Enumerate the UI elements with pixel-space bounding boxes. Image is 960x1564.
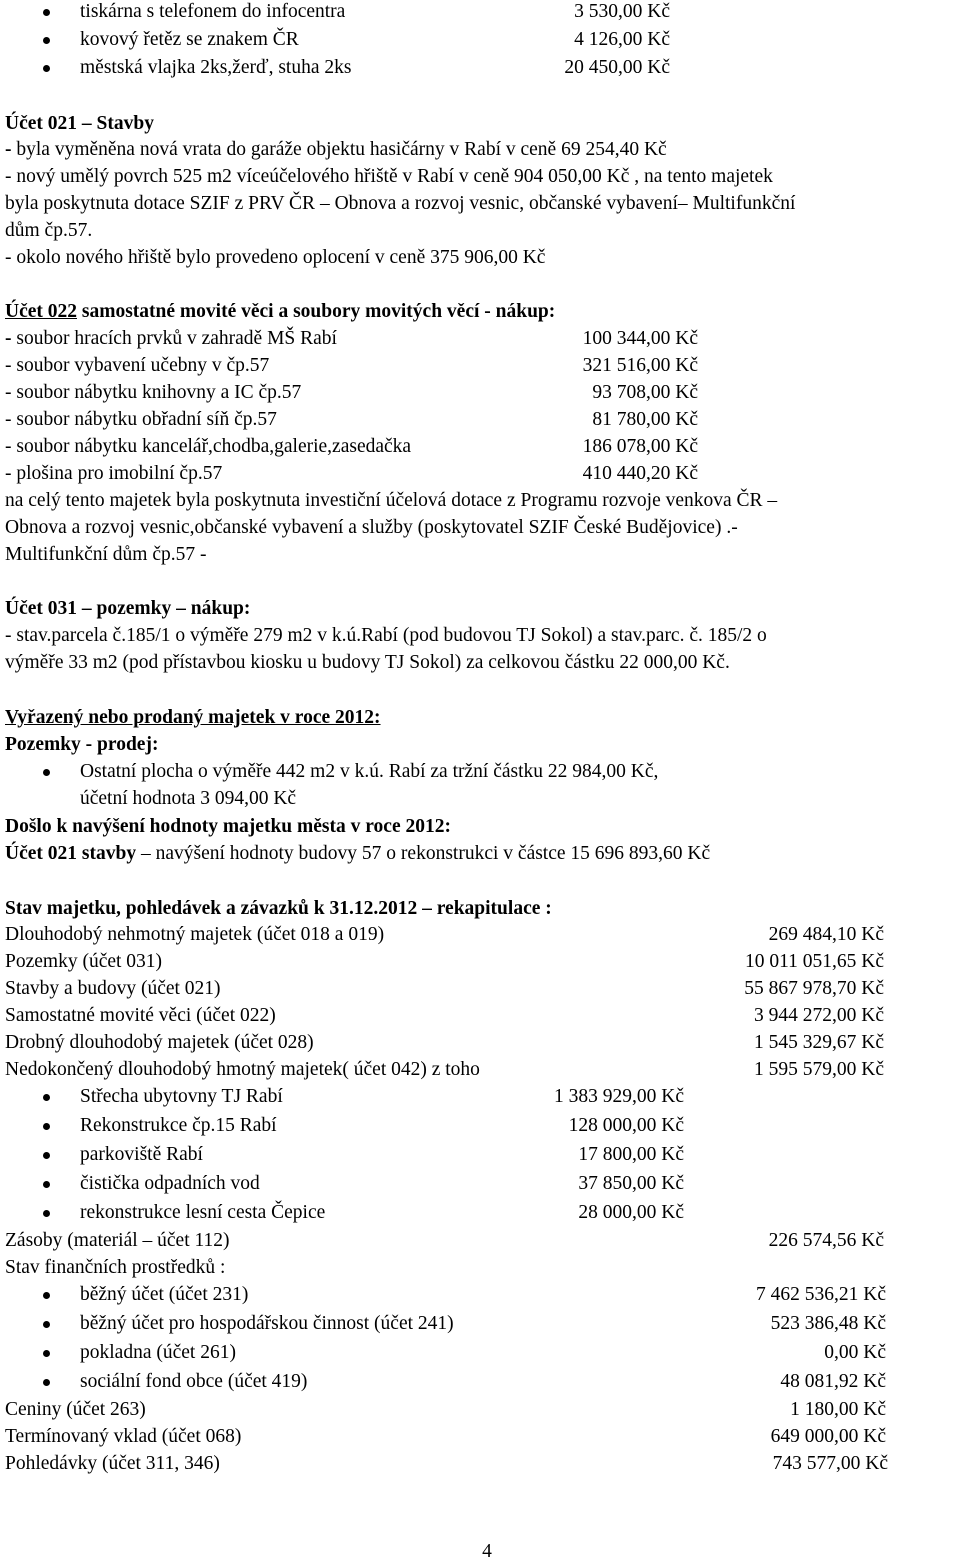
- paragraph-line: - okolo nového hřiště bylo provedeno oplocení v ceně 375 906,00 Kč: [5, 247, 546, 268]
- bullet-icon: [43, 9, 50, 16]
- fund-amount: 523 386,48 Kč: [770, 1313, 886, 1334]
- paragraph-line: Multifunkční dům čp.57 -: [5, 544, 207, 565]
- sub-item-amount: 28 000,00 Kč: [578, 1202, 684, 1223]
- sub-item-label: rekonstrukce lesní cesta Čepice: [80, 1202, 326, 1223]
- list-item: [5, 462, 222, 486]
- dash: -: [5, 436, 12, 457]
- subheading: Pozemky - prodej:: [5, 734, 159, 755]
- fund-label: pokladna (účet 261): [80, 1342, 236, 1363]
- dash: -: [5, 139, 12, 160]
- dash: -: [5, 328, 12, 349]
- paragraph: [5, 842, 710, 866]
- list-item-amount: 93 708,00 Kč: [592, 382, 698, 403]
- paragraph-line: na celý tento majetek byla poskytnuta investiční účelová dotace z Programu rozvoje venkova ČR –: [5, 490, 778, 511]
- list-item-label: kovový řetěz se znakem ČR: [80, 29, 299, 50]
- dash: -: [5, 409, 12, 430]
- recap-row-label: Dlouhodobý nehmotný majetek (účet 018 a 019): [5, 924, 385, 945]
- funds-heading: Stav finančních prostředků :: [5, 1257, 226, 1278]
- dash: -: [5, 355, 12, 376]
- recap-row-label: Pozemky (účet 031): [5, 951, 163, 972]
- list-item-label: soubor nábytku obřadní síň čp.57: [11, 409, 277, 430]
- paragraph-text: byla vyměněna nová vrata do garáže objektu hasičárny v Rabí v ceně 69 254,40 Kč: [11, 139, 667, 160]
- recap-row-amount: 1 545 329,67 Kč: [754, 1032, 884, 1053]
- paragraph-line: - stav.parcela č.185/1 o výměře 279 m2 v k.ú.Rabí (pod budovou TJ Sokol) a stav.parc. č. 185/2 o: [5, 625, 767, 646]
- sub-item-amount: 17 800,00 Kč: [578, 1144, 684, 1165]
- bullet-icon: [43, 1292, 50, 1299]
- recap-row-amount: 269 484,10 Kč: [768, 924, 884, 945]
- list-item-label: plošina pro imobilní čp.57: [11, 463, 223, 484]
- list-item-label: soubor nábytku knihovny a IC čp.57: [11, 382, 302, 403]
- fund-amount: 48 081,92 Kč: [780, 1371, 886, 1392]
- list-item: [5, 381, 301, 405]
- bullet-icon: [43, 1094, 50, 1101]
- bullet-icon: [43, 1350, 50, 1357]
- bullet-icon: [43, 1321, 50, 1328]
- list-item-label: účetní hodnota 3 094,00 Kč: [80, 788, 297, 809]
- bullet-icon: [43, 1210, 50, 1217]
- bullet-icon: [43, 37, 50, 44]
- recap-row-amount: 1 595 579,00 Kč: [754, 1059, 884, 1080]
- section-heading-disposed: Vyřazený nebo prodaný majetek v roce 2012:: [5, 707, 381, 728]
- section-heading-acc021: Účet 021 – Stavby: [5, 113, 154, 134]
- recap-row-amount: 1 180,00 Kč: [790, 1399, 886, 1420]
- section-heading-recap: Stav majetku, pohledávek a závazků k 31.12.2012 – rekapitulace :: [5, 898, 552, 919]
- paragraph-line: výměře 33 m2 (pod přístavbou kiosku u budovy TJ Sokol) za celkovou částku 22 000,00 Kč.: [5, 652, 730, 673]
- heading-rest: samostatné movité věci a soubory movitých věcí - nákup:: [77, 301, 556, 322]
- sub-item-label: čistička odpadních vod: [80, 1173, 260, 1194]
- fund-label: běžný účet pro hospodářskou činnost (účet 241): [80, 1313, 454, 1334]
- section-heading-increase: Došlo k navýšení hodnoty majetku města v roce 2012:: [5, 816, 451, 837]
- recap-row-amount: 55 867 978,70 Kč: [744, 978, 884, 999]
- list-item-amount: 3 530,00 Kč: [574, 1, 670, 22]
- page-number: 4: [482, 1541, 492, 1562]
- recap-row-label: Stavby a budovy (účet 021): [5, 978, 221, 999]
- recap-row-amount: 743 577,00 Kč: [772, 1453, 888, 1474]
- recap-row-label: Samostatné movité věci (účet 022): [5, 1005, 276, 1026]
- paragraph-line: Obnova a rozvoj vesnic,občanské vybavení a služby (poskytovatel SZIF České Budějovice) .-: [5, 517, 738, 538]
- list-item-label: soubor hracích prvků v zahradě MŠ Rabí: [11, 328, 337, 349]
- list-item-label: Ostatní plocha o výměře 442 m2 v k.ú. Rabí za tržní částku 22 984,00 Kč,: [80, 761, 659, 782]
- account-label: Účet 021 stavby: [5, 843, 137, 864]
- paragraph-line: - nový umělý povrch 525 m2 víceúčelového hřiště v Rabí v ceně 904 050,00 Kč , na tento majetek: [5, 166, 773, 187]
- section-heading-acc022: [5, 300, 555, 324]
- recap-row-label: Drobný dlouhodobý majetek (účet 028): [5, 1032, 314, 1053]
- bullet-icon: [43, 1181, 50, 1188]
- list-item-amount: 20 450,00 Kč: [564, 57, 670, 78]
- heading-prefix: Účet 022: [5, 301, 78, 322]
- list-item-amount: 4 126,00 Kč: [574, 29, 670, 50]
- sub-item-amount: 128 000,00 Kč: [568, 1115, 684, 1136]
- bullet-icon: [43, 1123, 50, 1130]
- fund-label: běžný účet (účet 231): [80, 1284, 249, 1305]
- recap-row-amount: 649 000,00 Kč: [770, 1426, 886, 1447]
- bullet-icon: [43, 65, 50, 72]
- list-item-label: tiskárna s telefonem do infocentra: [80, 1, 346, 22]
- sub-item-amount: 37 850,00 Kč: [578, 1173, 684, 1194]
- paragraph: [5, 138, 667, 162]
- list-item-amount: 410 440,20 Kč: [582, 463, 698, 484]
- bullet-icon: [43, 1152, 50, 1159]
- sub-item-label: Střecha ubytovny TJ Rabí: [80, 1086, 283, 1107]
- bullet-icon: [43, 769, 50, 776]
- bullet-icon: [43, 1379, 50, 1386]
- list-item: [5, 408, 277, 432]
- paragraph-text: – navýšení hodnoty budovy 57 o rekonstrukci v částce 15 696 893,60 Kč: [136, 843, 711, 864]
- section-heading-acc031: Účet 031 – pozemky – nákup:: [5, 598, 251, 619]
- list-item-label: městská vlajka 2ks,žerď, stuha 2ks: [80, 57, 352, 78]
- list-item: [5, 435, 411, 459]
- recap-row-label: Nedokončený dlouhodobý hmotný majetek( účet 042) z toho: [5, 1059, 480, 1080]
- recap-row-label: Termínovaný vklad (účet 068): [5, 1426, 242, 1447]
- sub-item-label: parkoviště Rabí: [80, 1144, 203, 1165]
- fund-label: sociální fond obce (účet 419): [80, 1371, 308, 1392]
- paragraph-line: byla poskytnuta dotace SZIF z PRV ČR – Obnova a rozvoj vesnic, občanské vybavení– Multifunkční: [5, 193, 796, 214]
- recap-row-amount: 10 011 051,65 Kč: [744, 951, 884, 972]
- recap-row-label: Pohledávky (účet 311, 346): [5, 1453, 220, 1474]
- list-item-amount: 100 344,00 Kč: [582, 328, 698, 349]
- sub-item-label: Rekonstrukce čp.15 Rabí: [80, 1115, 277, 1136]
- list-item-label: soubor nábytku kancelář,chodba,galerie,zasedačka: [11, 436, 412, 457]
- list-item-label: soubor vybavení učebny v čp.57: [11, 355, 270, 376]
- list-item: [5, 327, 337, 351]
- list-item: [5, 354, 269, 378]
- list-item-amount: 186 078,00 Kč: [582, 436, 698, 457]
- dash: -: [5, 463, 12, 484]
- list-item-amount: 321 516,00 Kč: [582, 355, 698, 376]
- recap-row-label: Ceniny (účet 263): [5, 1399, 146, 1420]
- sub-item-amount: 1 383 929,00 Kč: [554, 1086, 684, 1107]
- recap-row-amount: 3 944 272,00 Kč: [754, 1005, 884, 1026]
- recap-row-amount: 226 574,56 Kč: [768, 1230, 884, 1251]
- dash: -: [5, 382, 12, 403]
- recap-row-label: Zásoby (materiál – účet 112): [5, 1230, 230, 1251]
- fund-amount: 0,00 Kč: [824, 1342, 886, 1363]
- paragraph-line: dům čp.57.: [5, 220, 93, 241]
- fund-amount: 7 462 536,21 Kč: [756, 1284, 886, 1305]
- list-item-amount: 81 780,00 Kč: [592, 409, 698, 430]
